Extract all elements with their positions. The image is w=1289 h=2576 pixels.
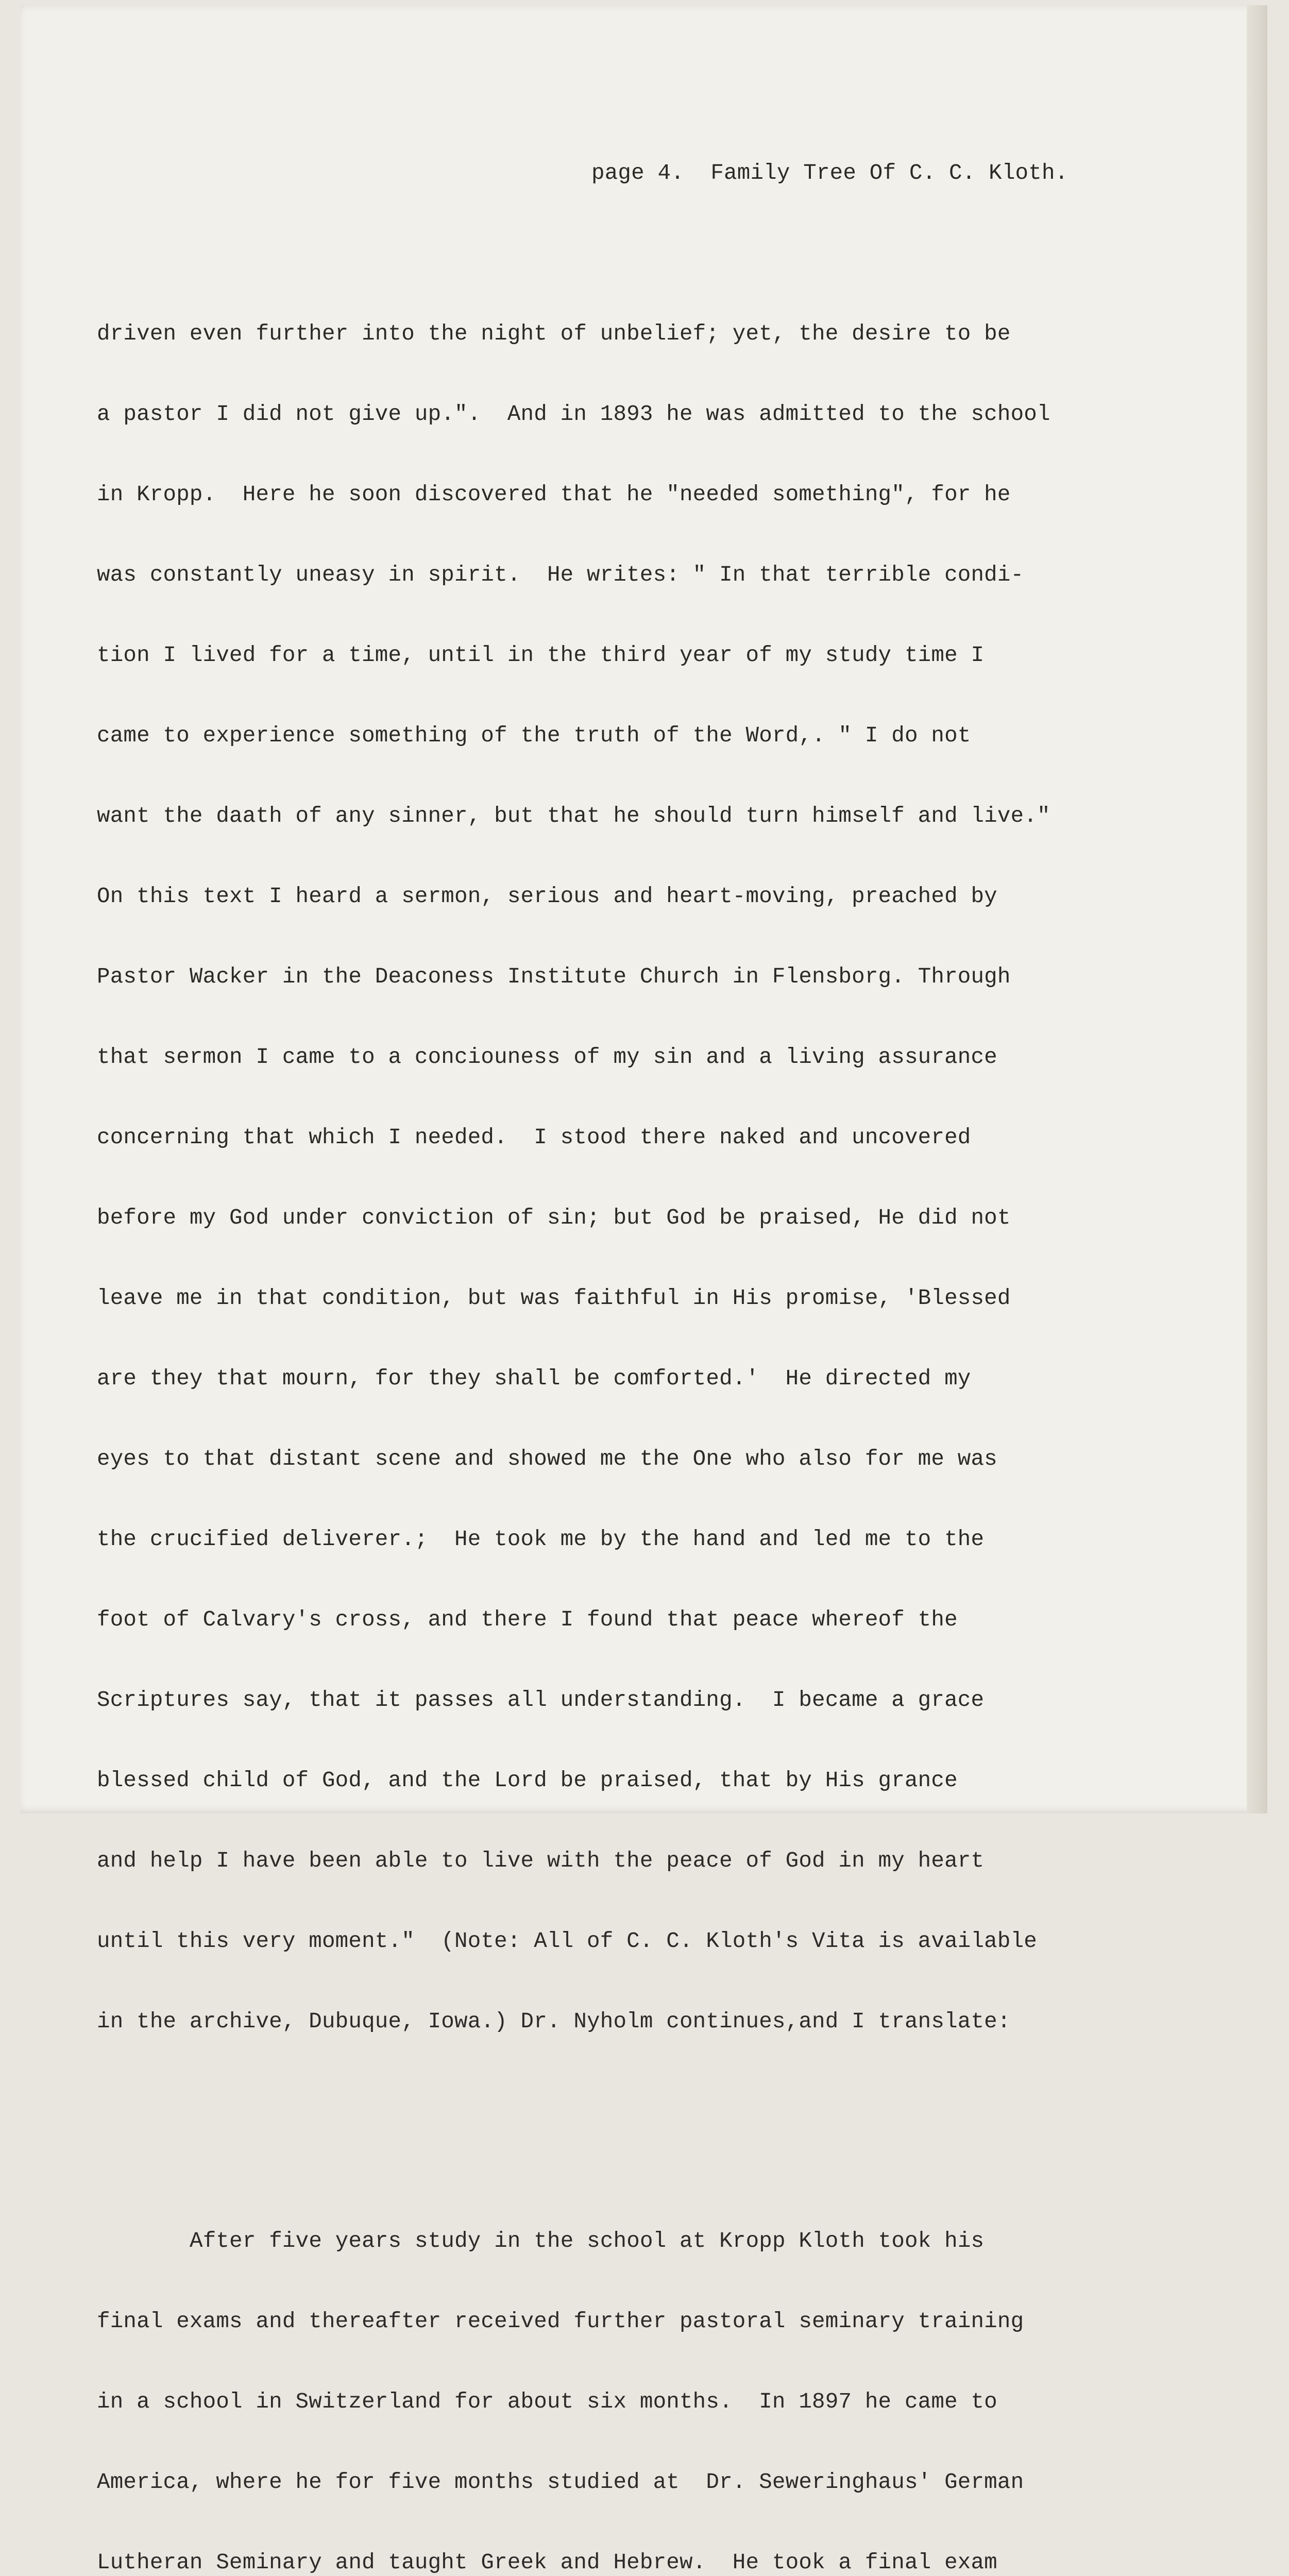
text-line: leave me in that condition, but was faithful in His promise, 'Blessed xyxy=(97,1286,1011,1311)
text-line: and help I have been able to live with the peace of God in my heart xyxy=(97,1849,985,1873)
text-line: until this very moment." (Note: All of C. C. Kloth's Vita is available xyxy=(97,1929,1037,1954)
text-line: On this text I heard a sermon, serious and heart-moving, preached by xyxy=(97,884,997,909)
text-line: concerning that which I needed. I stood there naked and uncovered xyxy=(97,1125,971,1150)
text-line: that sermon I came to a conciouness of my sin and a living assurance xyxy=(97,1045,997,1070)
text-line: the crucified deliverer.; He took me by the hand and led me to the xyxy=(97,1527,985,1552)
text-line: foot of Calvary's cross, and there I found that peace whereof the xyxy=(97,1607,958,1632)
text-line: in a school in Switzerland for about six months. In 1897 he came to xyxy=(97,2389,997,2414)
text-line: blessed child of God, and the Lord be praised, that by His grance xyxy=(97,1768,958,1793)
page-header: page 4. Family Tree Of C. C. Kloth. xyxy=(591,161,1068,185)
text-line: eyes to that distant scene and showed me the One who also for me was xyxy=(97,1447,997,1471)
text-line: before my God under conviction of sin; but God be praised, He did not xyxy=(97,1206,1011,1230)
text-line: driven even further into the night of unbelief; yet, the desire to be xyxy=(97,321,1011,346)
text-line: Pastor Wacker in the Deaconess Institute Church in Flensborg. Through xyxy=(97,964,1011,989)
text-line: a pastor I did not give up.". And in 1893 he was admitted to the school xyxy=(97,402,1050,427)
text-line: Lutheran Seminary and taught Greek and Hebrew. He took a final exam xyxy=(97,2550,997,2575)
typewritten-page xyxy=(21,5,1267,2575)
text-line: After five years study in the school at Kropp Kloth took his xyxy=(190,2229,985,2253)
text-line: in the archive, Dubuque, Iowa.) Dr. Nyholm continues,and I translate: xyxy=(97,2009,1011,2034)
text-line: Scriptures say, that it passes all understanding. I became a grace xyxy=(97,1688,985,1713)
text-line: final exams and thereafter received further pastoral seminary training xyxy=(97,2309,1024,2334)
text-line: America, where he for five months studied at Dr. Seweringhaus' German xyxy=(97,2470,1024,2495)
typewritten-text xyxy=(97,106,1251,2576)
text-line: want the daath of any sinner, but that he should turn himself and live." xyxy=(97,804,1050,828)
text-line: tion I lived for a time, until in the third year of my study time I xyxy=(97,643,985,668)
text-line: are they that mourn, for they shall be comforted.' He directed my xyxy=(97,1366,971,1391)
paragraph-nyholm-translation xyxy=(97,2174,1251,2576)
paragraph-vita-quote xyxy=(97,267,1251,2089)
text-line: in Kropp. Here he soon discovered that he "needed something", for he xyxy=(97,482,1011,507)
text-line: was constantly uneasy in spirit. He writes: " In that terrible condi- xyxy=(97,563,1024,587)
text-line: came to experience something of the truth of the Word,. " I do not xyxy=(97,723,971,748)
